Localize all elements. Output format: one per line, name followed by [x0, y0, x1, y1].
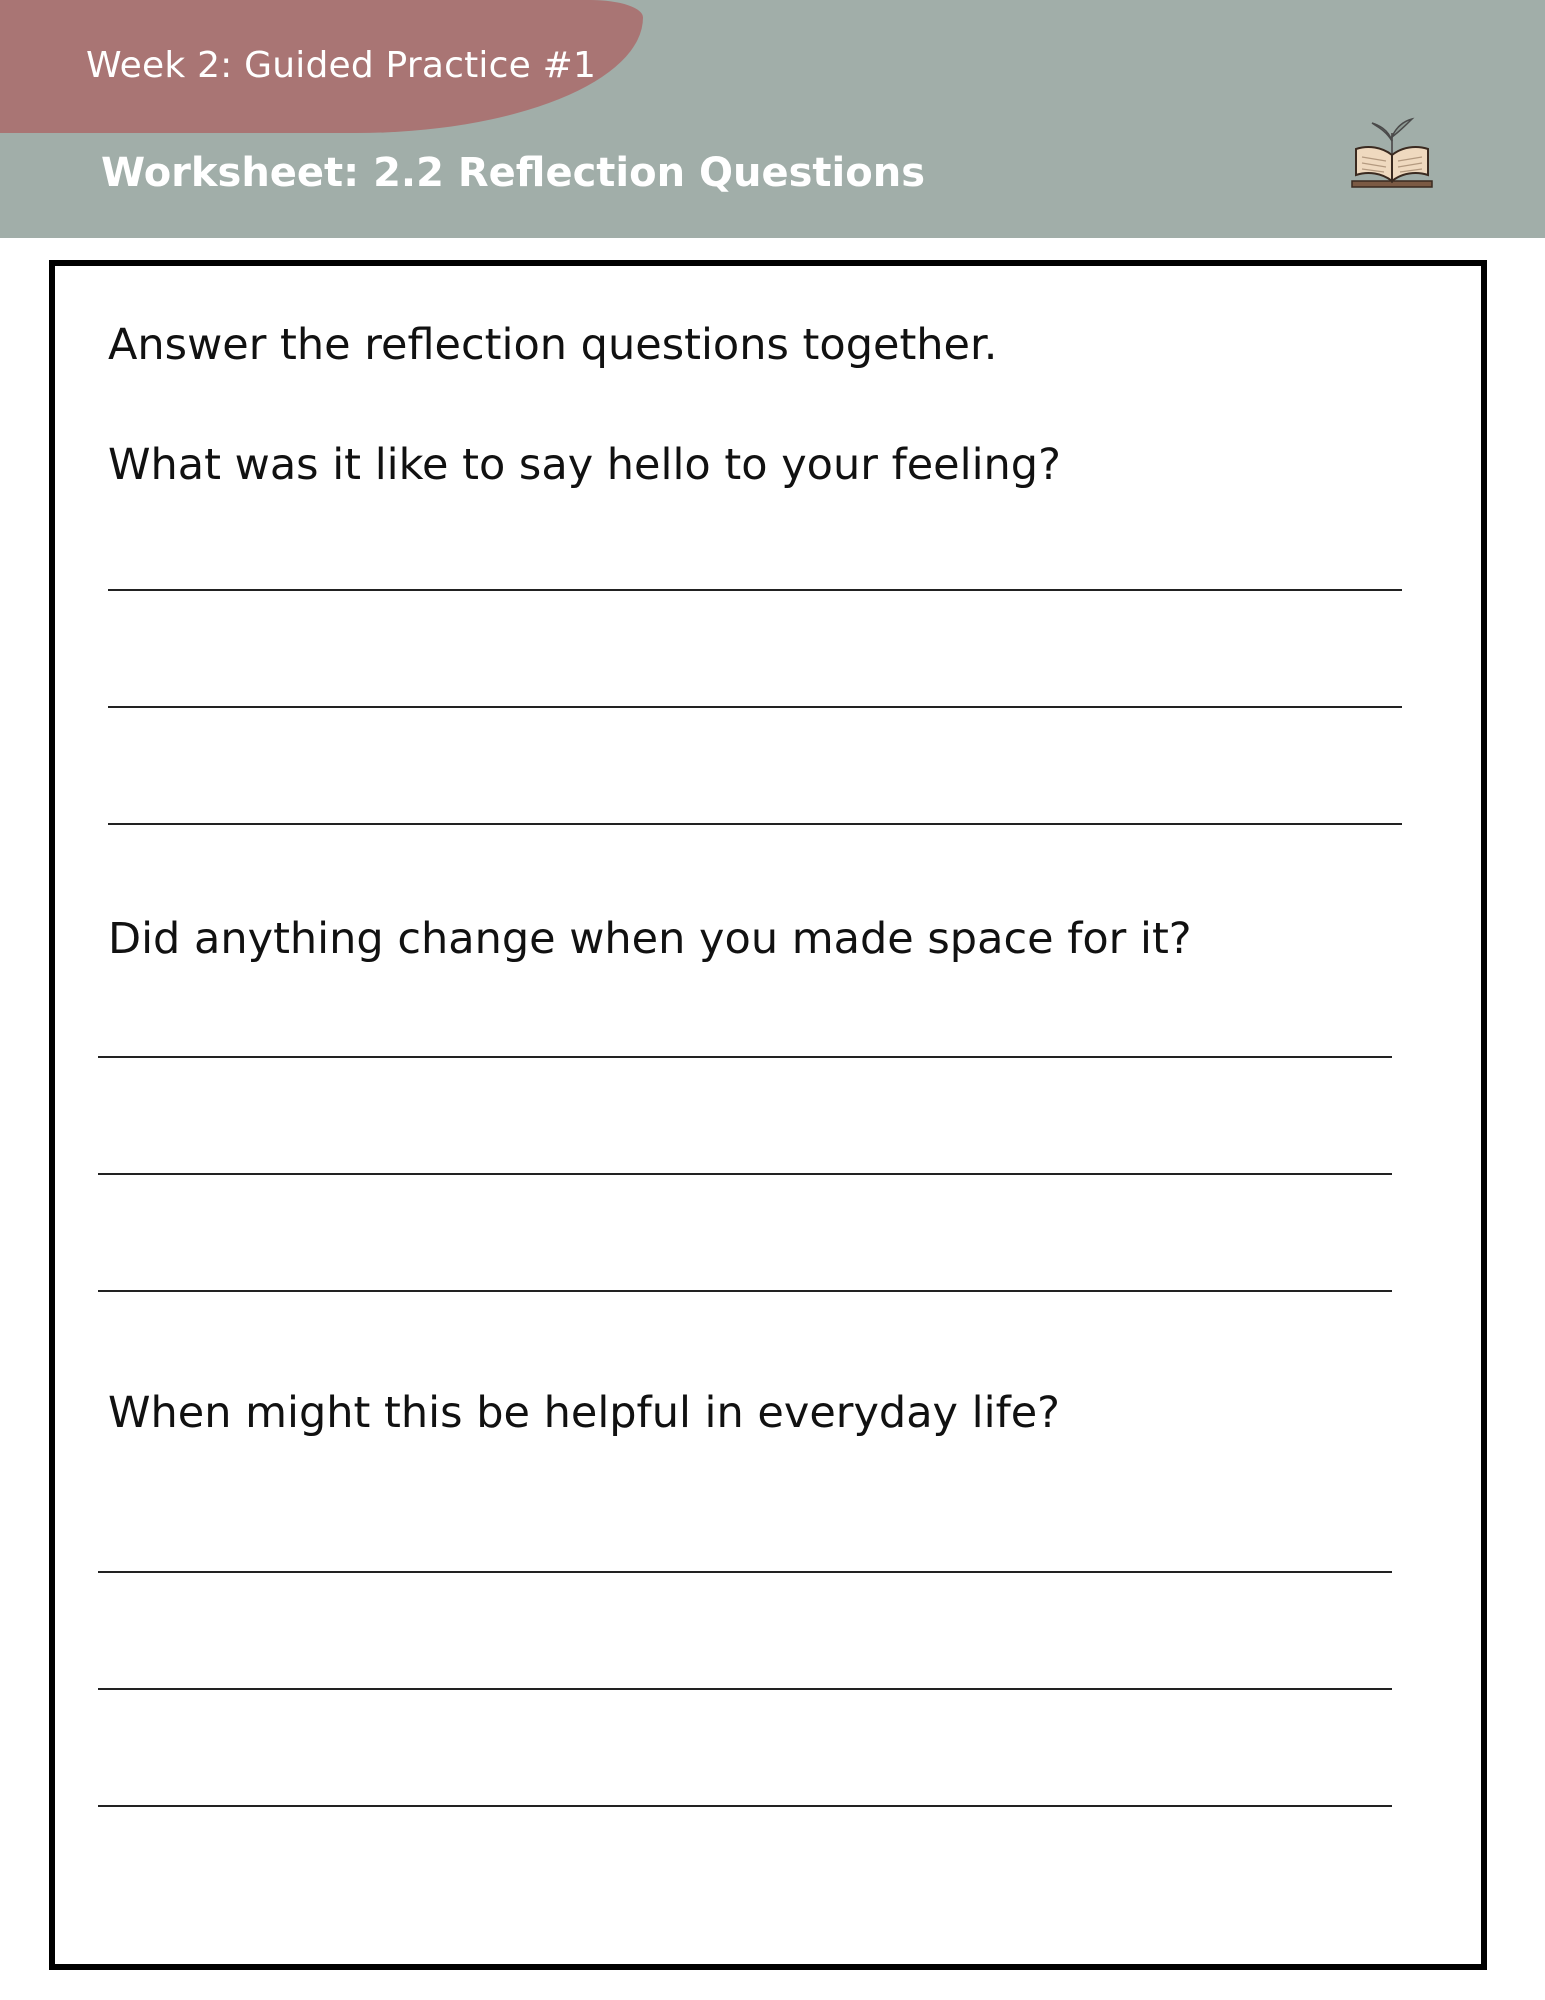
answer-line[interactable] [108, 706, 1402, 708]
answer-line[interactable] [98, 1173, 1392, 1175]
question-1: What was it like to say hello to your feeling? [108, 440, 1061, 490]
open-book-with-sprout-icon [1348, 115, 1436, 191]
answer-line[interactable] [98, 1571, 1392, 1573]
worksheet-title: Worksheet: 2.2 Reflection Questions [101, 150, 926, 196]
page-header [0, 0, 1545, 238]
question-3: When might this be helpful in everyday life? [108, 1388, 1060, 1438]
answer-line[interactable] [98, 1056, 1392, 1058]
answer-line[interactable] [108, 823, 1402, 825]
answer-line[interactable] [98, 1290, 1392, 1292]
worksheet-frame [49, 260, 1487, 1970]
week-tab [0, 0, 643, 133]
instruction-text: Answer the reflection questions together. [108, 320, 998, 370]
answer-line[interactable] [98, 1805, 1392, 1807]
question-2: Did anything change when you made space for it? [108, 914, 1192, 964]
answer-line[interactable] [98, 1688, 1392, 1690]
answer-line[interactable] [108, 589, 1402, 591]
week-label: Week 2: Guided Practice #1 [86, 45, 597, 86]
